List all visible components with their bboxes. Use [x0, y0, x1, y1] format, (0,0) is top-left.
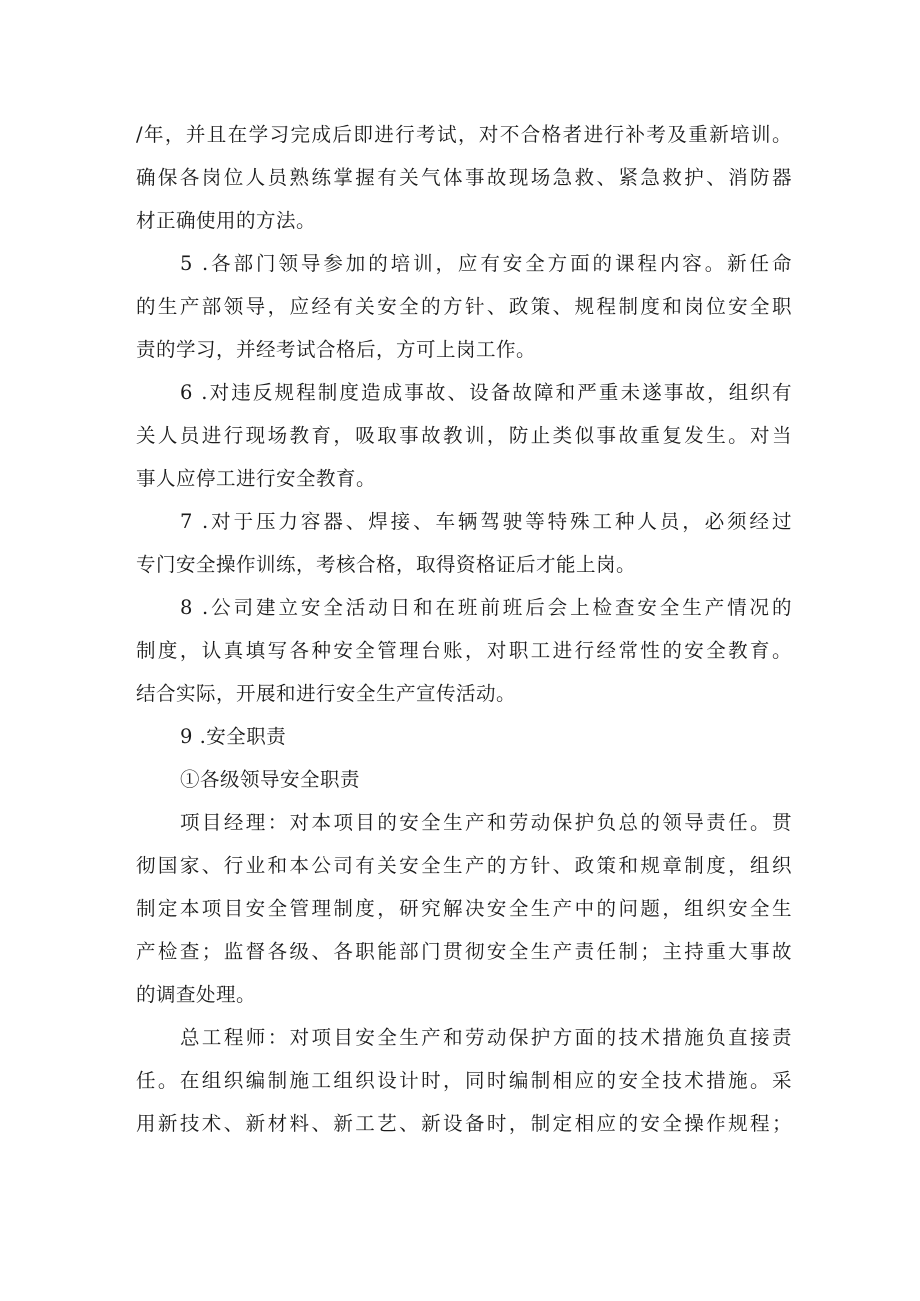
project-manager-line: 的调查处理。 [136, 983, 257, 1006]
item-6-line: 关人员进行现场教育，吸取事故教训，防止类似事故重复发生。对当 [136, 424, 792, 447]
chief-engineer-line: 任。在组织编制施工组织设计时，同时编制相应的安全技术措施。采 [136, 1069, 792, 1092]
item-7-line: 7 .对于压力容器、焊接、车辆驾驶等特殊工种人员，必须经过 [180, 510, 792, 533]
item-8-line: 制度，认真填写各种安全管理台账，对职工进行经常性的安全教育。 [136, 639, 792, 662]
item-5-line: 责的学习，并经考试合格后，方可上岗工作。 [136, 338, 537, 361]
item-6-line: 事人应停工进行安全教育。 [136, 467, 377, 490]
paragraph-line: /年，并且在学习完成后即进行考试，对不合格者进行补考及重新培训。 [136, 123, 792, 146]
item-6-line: 6 .对违反规程制度造成事故、设备故障和严重未遂事故，组织有 [180, 381, 792, 404]
project-manager-line: 彻国家、行业和本公司有关安全生产的方针、政策和规章制度，组织 [136, 854, 792, 877]
item-5-line: 5 .各部门领导参加的培训，应有安全方面的课程内容。新任命 [180, 252, 792, 275]
project-manager-line: 产检查；监督各级、各职能部门贯彻安全生产责任制；主持重大事故 [136, 940, 792, 963]
item-7-line: 专门安全操作训练，考核合格，取得资格证后才能上岗。 [136, 553, 637, 576]
paragraph-line: 确保各岗位人员熟练掌握有关气体事故现场急救、紧急救护、消防器 [136, 166, 792, 189]
item-9-heading: 9 .安全职责 [180, 725, 287, 748]
paragraph-line: 材正确使用的方法。 [136, 209, 317, 232]
project-manager-line: 项目经理：对本项目的安全生产和劳动保护负总的领导责任。贯 [180, 811, 792, 834]
chief-engineer-line: 总工程师：对项目安全生产和劳动保护方面的技术措施负直接责 [180, 1026, 792, 1049]
item-8-line: 结合实际，开展和进行安全生产宣传活动。 [136, 682, 517, 705]
item-5-line: 的生产部领导，应经有关安全的方针、政策、规程制度和岗位安全职 [136, 295, 792, 318]
subsection-heading: ①各级领导安全职责 [180, 768, 361, 791]
document-body [136, 113, 792, 1145]
item-8-line: 8 .公司建立安全活动日和在班前班后会上检查安全生产情况的 [180, 596, 792, 619]
project-manager-line: 制定本项目安全管理制度，研究解决安全生产中的问题，组织安全生 [136, 897, 792, 920]
chief-engineer-line: 用新技术、新材料、新工艺、新设备时，制定相应的安全操作规程； [136, 1112, 792, 1135]
